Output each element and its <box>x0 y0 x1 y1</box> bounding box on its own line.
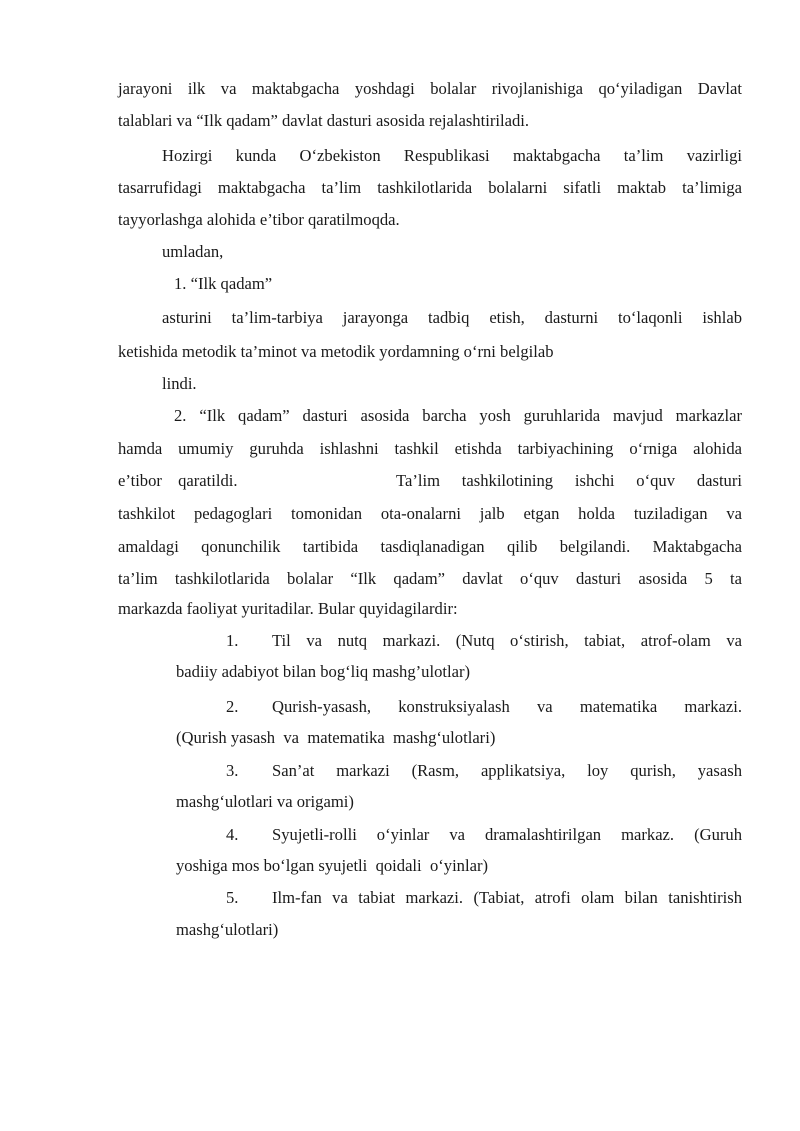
paragraph-line: tayyorlashga alohida e’tibor qaratilmoqda. <box>118 210 400 229</box>
list-item <box>176 759 742 783</box>
list-item-text: Syujetli-rolli o‘yinlar va dramalashtirilgan markaz. (Guruh <box>272 825 742 844</box>
list-item <box>176 695 742 719</box>
list-number: 3. <box>226 761 239 780</box>
paragraph-line: talablari va “Ilk qadam” davlat dasturi asosida rejalashtiriladi. <box>118 111 529 130</box>
paragraph-line: tasarrufidagi maktabgacha ta’lim tashkilotlarida bolalarni sifatli maktab ta’limiga <box>118 178 742 197</box>
list-item-continuation: mashg‘ulotlari va origami) <box>176 792 354 811</box>
list-item-continuation: badiiy adabiyot bilan bog‘liq mashg’ulotlar) <box>176 662 471 681</box>
list-number: 4. <box>226 825 239 844</box>
list-item-text: Til va nutq markazi. (Nutq o‘stirish, tabiat, atrof-olam va <box>272 631 742 650</box>
paragraph-line: lindi. <box>162 374 197 393</box>
list-number: 2. <box>226 697 239 716</box>
list-number: 1. <box>226 631 239 650</box>
paragraph-line: markazda faoliyat yuritadilar. Bular quyidagilardir: <box>118 599 458 618</box>
paragraph-line: ta’lim tashkilotlarida bolalar “Ilk qadam” davlat o‘quv dasturi asosida 5 ta <box>118 569 742 588</box>
line-text-left: e’tibor qaratildi. <box>118 471 238 490</box>
list-item <box>176 823 742 847</box>
paragraph-line: Hozirgi kunda O‘zbekiston Respublikasi maktabgacha ta’lim vazirligi <box>162 146 742 165</box>
paragraph-line <box>118 469 742 493</box>
list-item-text: Qurish-yasash, konstruksiyalash va matematika markazi. <box>272 697 742 716</box>
list-item-text: San’at markazi (Rasm, applikatsiya, loy qurish, yasash <box>272 761 742 780</box>
paragraph-line: 2. “Ilk qadam” dasturi asosida barcha yosh guruhlarida mavjud markazlar <box>174 406 742 425</box>
line-text-right: Ta’lim tashkilotining ishchi o‘quv dasturi <box>396 471 742 490</box>
paragraph-line: ketishida metodik ta’minot va metodik yordamning o‘rni belgilab <box>118 342 554 361</box>
list-item-text: Ilm-fan va tabiat markazi. (Tabiat, atrofi olam bilan tanishtirish <box>272 888 742 907</box>
paragraph-line: umladan, <box>162 242 224 261</box>
list-item-continuation: mashg‘ulotlari) <box>176 920 279 939</box>
list-number: 5. <box>226 888 239 907</box>
paragraph-line: asturini ta’lim-tarbiya jarayonga tadbiq etish, dasturni to‘laqonli ishlab <box>162 308 742 327</box>
paragraph-line: jarayoni ilk va maktabgacha yoshdagi bolalar rivojlanishiga qo‘yiladigan Davlat <box>118 79 742 98</box>
paragraph-line: tashkilot pedagoglari tomonidan ota-onalarni jalb etgan holda tuziladigan va <box>118 504 742 523</box>
list-item <box>176 629 742 653</box>
list-item-continuation: (Qurish yasash va matematika mashg‘ulotlari) <box>176 728 496 747</box>
paragraph-line: hamda umumiy guruhda ishlashni tashkil etishda tarbiyachining o‘rniga alohida <box>118 439 742 458</box>
paragraph-line: 1. “Ilk qadam” <box>174 274 273 293</box>
list-item-continuation: yoshiga mos bo‘lgan syujetli qoidali o‘yinlar) <box>176 856 489 875</box>
list-item <box>176 886 742 910</box>
paragraph-line: amaldagi qonunchilik tartibida tasdiqlanadigan qilib belgilandi. Maktabgacha <box>118 537 742 556</box>
